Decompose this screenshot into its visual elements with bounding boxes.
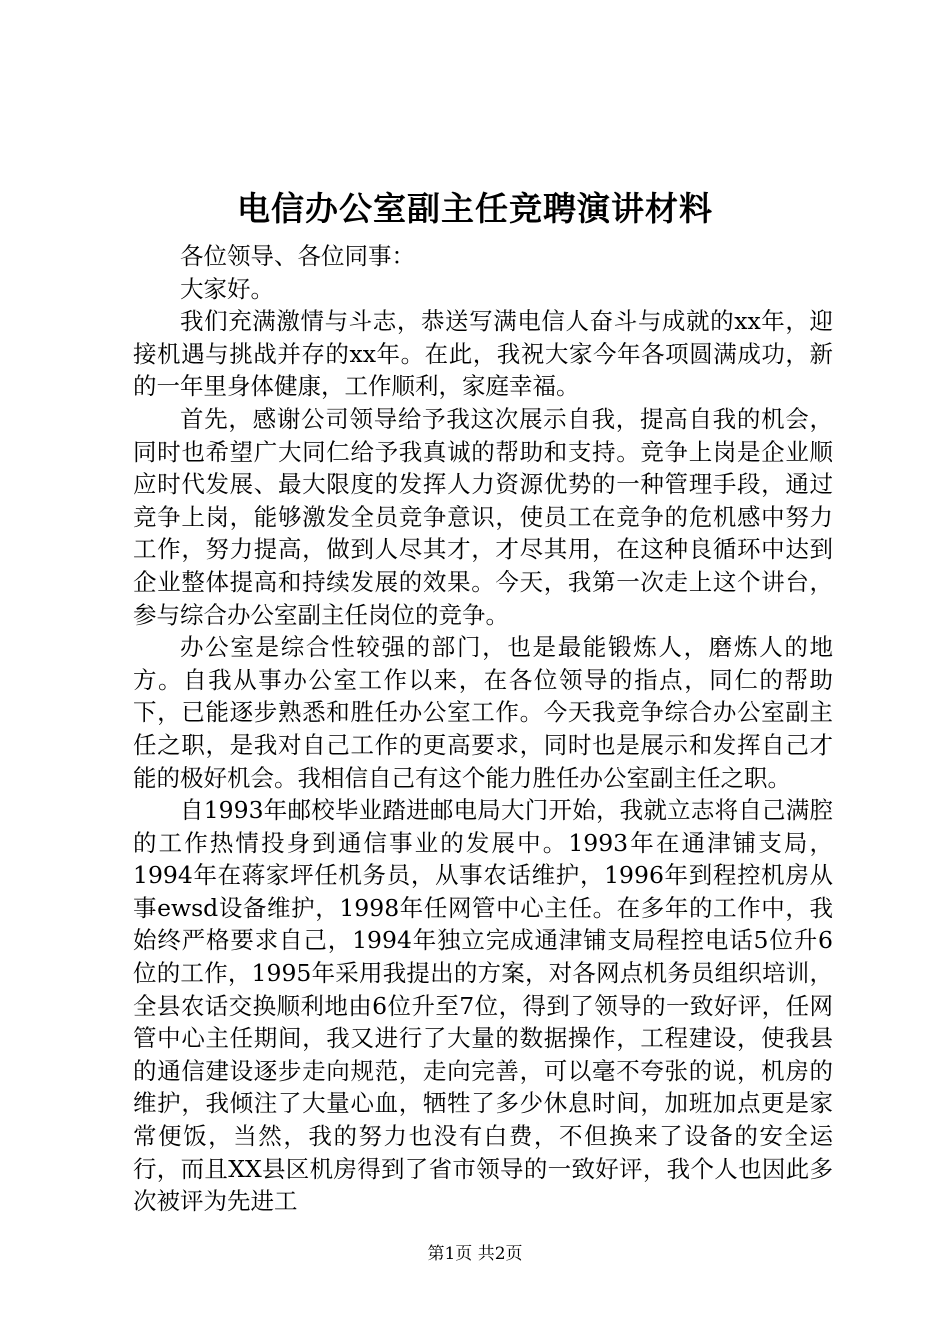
document-title: 电信办公室副主任竞聘演讲材料 bbox=[237, 189, 713, 228]
body-paragraph: 办公室是综合性较强的部门，也是最能锻炼人，磨炼人的地方。自我从事办公室工作以来，在各位领导的指点，同仁的帮助下，已能逐步熟悉和胜任办公室工作。今天我竞争综合办公室副主任之职，是我对自己工作的更高要求，同时也是展示和发挥自己才能的极好机会。我相信自己有这个能力胜任办公室副主任之职。 bbox=[133, 633, 833, 792]
page-number-footer: 第1页 共2页 bbox=[427, 1244, 523, 1264]
body-paragraph: 首先，感谢公司领导给予我这次展示自我，提高自我的机会，同时也希望广大同仁给予我真诚的帮助和支持。竞争上岗是企业顺应时代发展、最大限度的发挥人力资源优势的一种管理手段，通过竞争上岗，能够激发全员竞争意识，使员工在竞争的危机感中努力工作，努力提高，做到人尽其才，才尽其用，在这种良循环中达到企业整体提高和持续发展的效果。今天，我第一次走上这个讲台，参与综合办公室副主任岗位的竞争。 bbox=[133, 404, 833, 629]
body-paragraph: 自1993年邮校毕业踏进邮电局大门开始，我就立志将自己满腔的工作热情投身到通信事业的发展中。1993年在通津铺支局，1994年在蒋家坪任机务员，从事农话维护，1996年到程控机房从事ewsd设备维护，1998年任网管中心主任。在多年的工作中，我始终严格要求自己，1994年独立完成通津铺支局程控电话5位升6位的工作，1995年采用我提出的方案，对各网点机务员组织培训，全县农话交换顺利地由6位升至7位，得到了领导的一致好评，任网管中心主任期间，我又进行了大量的数据操作，工程建设，使我县的通信建设逐步走向规范，走向完善，可以毫不夸张的说，机房的维护，我倾注了大量心血，牺牲了多少休息时间，加班加点更是家常便饭，当然，我的努力也没有白费，不但换来了设备的安全运行，而且XX县区机房得到了省市领导的一致好评，我个人也因此多次被评为先进工 bbox=[133, 796, 833, 1216]
salutation-paragraph: 大家好。 bbox=[180, 274, 274, 303]
document-body bbox=[133, 240, 833, 1218]
greeting-paragraph: 各位领导、各位同事： bbox=[180, 242, 415, 270]
body-paragraph: 我们充满激情与斗志，恭送写满电信人奋斗与成就的xx年，迎接机遇与挑战并存的xx年。在此，我祝大家今年各项圆满成功，新的一年里身体健康，工作顺利，家庭幸福。 bbox=[133, 307, 833, 401]
